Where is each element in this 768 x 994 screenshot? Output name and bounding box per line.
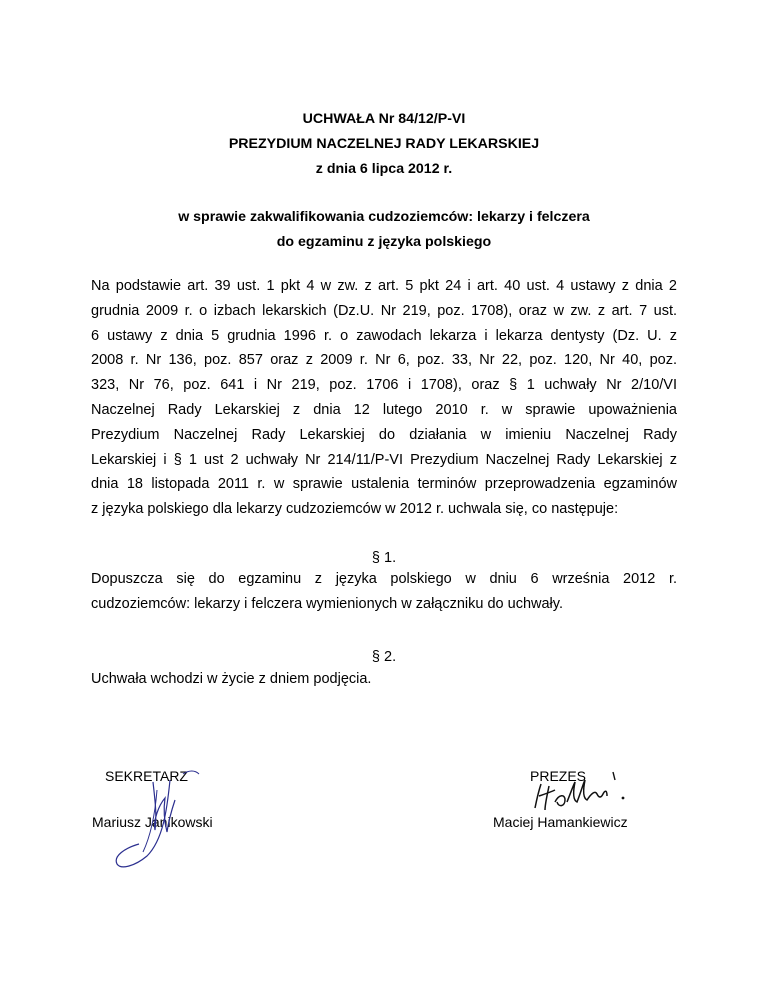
president-signature-dot [622,797,625,800]
president-signature-stroke [555,780,607,806]
resolution-number: UCHWAŁA Nr 84/12/P-VI [302,111,466,127]
president-signature [525,768,645,818]
president-name: Maciej Hamankiewicz [493,814,628,830]
preamble-line: Na podstawie art. 39 ust. 1 pkt 4 w zw. z art. 5 pkt 24 i art. 40 ust. 4 ustawy z dnia 2 [91,278,677,294]
section-2-mark: § 2. [371,649,397,665]
secretary-signature [95,760,225,880]
preamble-line: 2008 r. Nr 136, poz. 857 oraz z 2009 r. Nr 6, poz. 33, Nr 22, poz. 120, Nr 40, poz. [91,352,677,369]
preamble-line: 323, Nr 76, poz. 641 i Nr 219, poz. 1706 i 1708), oraz § 1 uchwały Nr 2/10/VI [91,377,677,394]
section-1-mark: § 1. [371,550,397,566]
section-1-line: cudzoziemców: lekarzy i felczera wymienionych w załączniku do uchwały. [91,595,563,612]
secretary-signature-stroke [116,780,170,867]
section-2-line: Uchwała wchodzi w życie z dniem podjęcia. [91,671,372,687]
president-signature-stroke [535,784,555,810]
preamble-line: z języka polskiego dla lekarzy cudzoziemców w 2012 r. uchwala się, co następuje: [91,501,619,518]
section-1-text [91,567,677,617]
preamble-line: Naczelnej Rady Lekarskiej z dnia 12 lutego 2010 r. w sprawie upoważnienia [91,401,677,418]
preamble-line: Lekarskiej i § 1 ust 2 uchwały Nr 214/11/P-VI Prezydium Naczelnej Rady Lekarskiej z [91,451,677,468]
section-1-line: Dopuszcza się do egzaminu z języka polskiego w dniu 6 września 2012 r. [91,571,677,587]
preamble-paragraph [91,274,677,522]
issuer-title: PREZYDIUM NACZELNEJ RADY LEKARSKIEJ [228,136,540,152]
president-role: PREZES [530,768,587,784]
secretary-role: SEKRETARZ [105,768,188,784]
preamble-line: grudnia 2009 r. o izbach lekarskich (Dz.U. Nr 219, poz. 1708), oraz w zw. z art. 7 ust. [91,302,677,319]
secretary-signature-stroke [153,782,175,832]
president-signature-stroke [613,772,615,780]
secretary-name: Mariusz Janikowski [92,814,213,830]
preamble-line: dnia 18 listopada 2011 r. w sprawie ustalenia terminów przeprowadzenia egzaminów [91,476,677,493]
secretary-signature-stroke [183,771,199,774]
preamble-line: 6 ustawy z dnia 5 grudnia 1996 r. o zawodach lekarza i lekarza dentysty (Dz. U. z [91,327,677,344]
preamble-line: Prezydium Naczelnej Rady Lekarskiej do działania w imieniu Naczelnej Rady [91,426,677,443]
subject-line-1: w sprawie zakwalifikowania cudzoziemców: lekarzy i felczera [178,209,590,225]
subject-line-2: do egzaminu z języka polskiego [276,234,492,250]
section-2-text [91,667,677,692]
resolution-date: z dnia 6 lipca 2012 r. [315,161,453,177]
